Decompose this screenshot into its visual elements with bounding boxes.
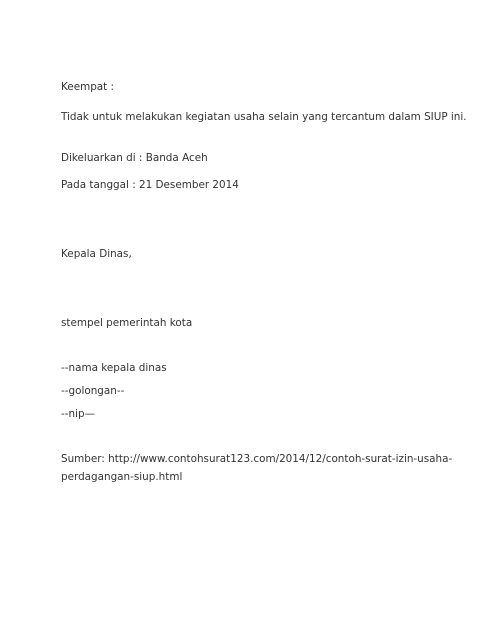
source-line-2: perdagangan-siup.html [61, 471, 183, 483]
clause-text: Tidak untuk melakukan kegiatan usaha selain yang tercantum dalam SIUP ini. [61, 111, 467, 123]
stamp-note: stempel pemerintah kota [61, 317, 193, 329]
source-line-1: Sumber: http://www.contohsurat123.com/2014/12/contoh-surat-izin-usaha- [61, 453, 453, 465]
signatory-rank: --golongan-- [61, 385, 125, 397]
section-heading: Keempat : [61, 81, 115, 93]
issued-place: Dikeluarkan di : Banda Aceh [61, 152, 208, 164]
official-title: Kepala Dinas, [61, 248, 132, 260]
signatory-nip: --nip— [61, 408, 95, 420]
signatory-name: --nama kepala dinas [61, 362, 167, 374]
issued-date: Pada tanggal : 21 Desember 2014 [61, 179, 239, 191]
